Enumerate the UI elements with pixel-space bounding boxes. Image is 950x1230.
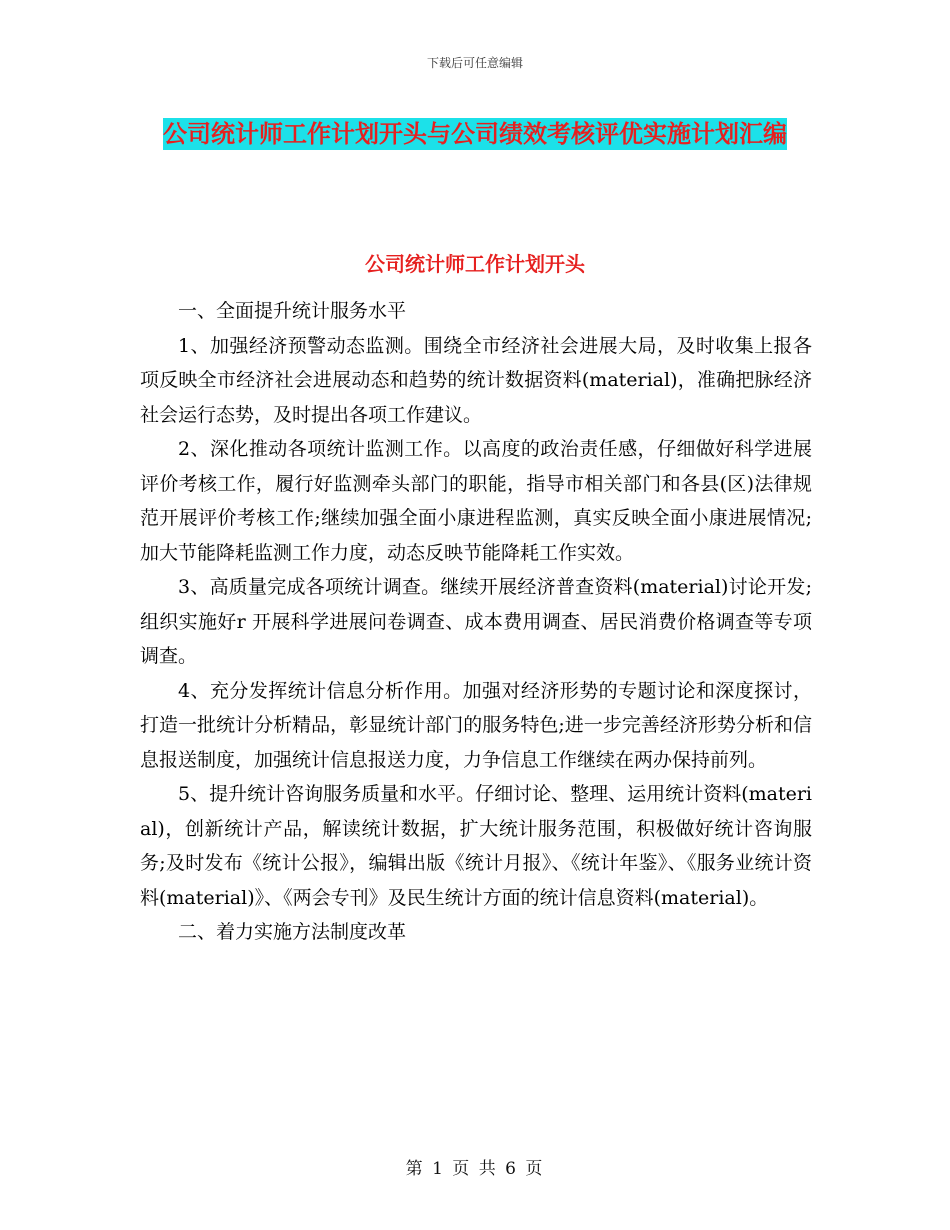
paragraph-3: 3、高质量完成各项统计调查。继续开展经济普查资料(material)讨论开发;组织实施好r 开展科学进展问卷调查、成本费用调查、居民消费价格调查等专项调查。 xyxy=(140,576,812,667)
document-body xyxy=(140,294,812,950)
paragraph-heading-2: 二、着力实施方法制度改革 xyxy=(178,921,407,943)
paragraph-5: 5、提升统计咨询服务质量和水平。仔细讨论、整理、运用统计资料(material)，创新统计产品，解读统计数据，扩大统计服务范围，积极做好统计咨询服务;及时发布《统计公报》，编辑出版《统计月报》、《统计年鉴》、《服务业统计资料(material)》、《两会专刊》及民生统计方面的统计信息资料(material)。 xyxy=(140,783,812,909)
document-title-text: 公司统计师工作计划开头与公司绩效考核评优实施计划汇编 xyxy=(163,120,787,148)
paragraph-1: 1、加强经济预警动态监测。围绕全市经济社会进展大局，及时收集上报各项反映全市经济社会进展动态和趋势的统计数据资料(material)，准确把脉经济社会运行态势，及时提出各项工作建议。 xyxy=(140,334,812,426)
section-title: 公司统计师工作计划开头 xyxy=(365,252,585,276)
page-footer: 第 1 页 共 6 页 xyxy=(405,1159,545,1179)
paragraph-heading-1: 一、全面提升统计服务水平 xyxy=(178,300,407,322)
paragraph-4: 4、充分发挥统计信息分析作用。加强对经济形势的专题讨论和深度探讨，打造一批统计分析精品，彰显统计部门的服务特色;进一步完善经济形势分析和信息报送制度，加强统计信息报送力度，力争信息工作继续在两办保持前列。 xyxy=(140,679,812,771)
document-title xyxy=(140,110,810,158)
header-note: 下载后可任意编辑 xyxy=(426,56,523,70)
paragraph-2: 2、深化推动各项统计监测工作。以高度的政治责任感，仔细做好科学进展评价考核工作，履行好监测牵头部门的职能，指导市相关部门和各县(区)法律规范开展评价考核工作;继续加强全面小康进程监测，真实反映全面小康进展情况;加大节能降耗监测工作力度，动态反映节能降耗工作实效。 xyxy=(140,438,812,564)
